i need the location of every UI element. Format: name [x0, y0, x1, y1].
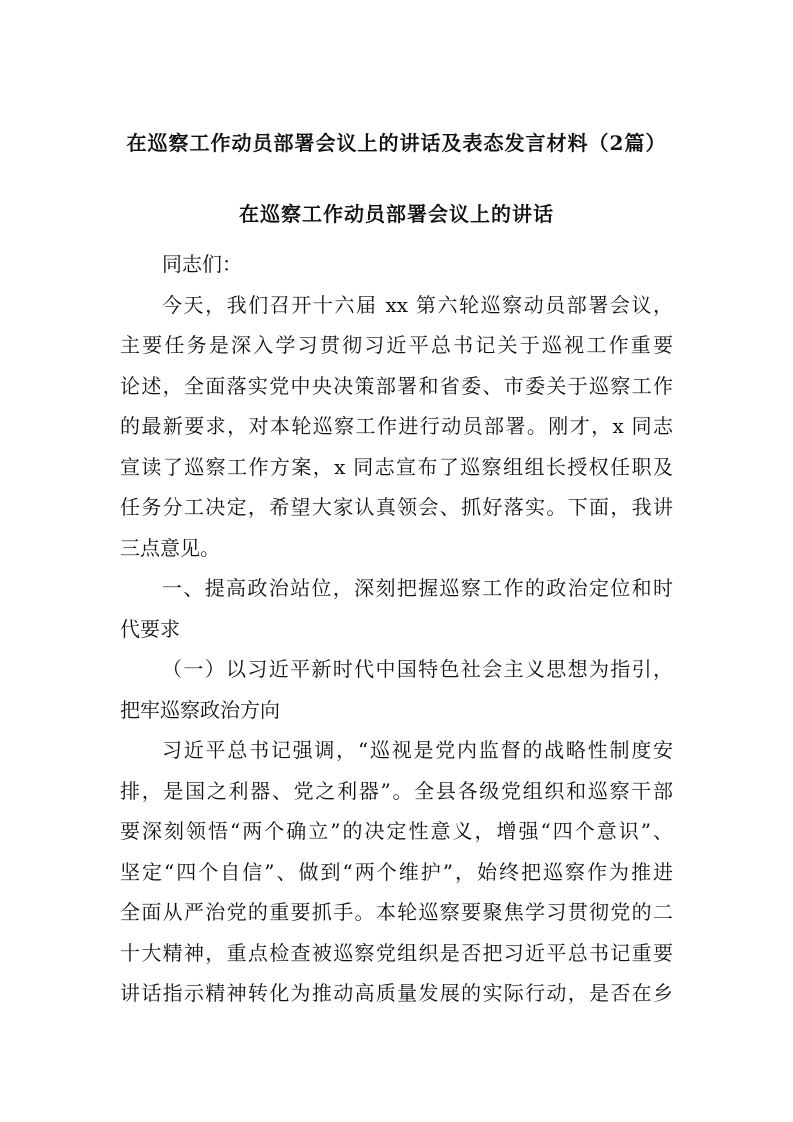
document-title: 在巡察工作动员部署会议上的讲话及表态发言材料（2篇）: [126, 131, 667, 155]
paragraph-line: 今天，我们召开十六届 xx 第六轮巡察动员部署会议，: [162, 292, 673, 317]
paragraph-line: 讲话指示精神转化为推动高质量发展的实际行动，是否在乡: [120, 981, 673, 1005]
paragraph-line: 的最新要求，对本轮巡察工作进行动员部署。刚才，x 同志: [120, 414, 673, 438]
paragraph-line: 坚定“四个自信”、做到“两个维护”，始终把巡察作为推进: [120, 859, 673, 884]
salutation-line: 同志们：: [162, 252, 242, 276]
paragraph-line: 三点意见。: [120, 535, 220, 560]
paragraph-line: 论述，全面落实党中央决策部署和省委、市委关于巡察工作: [120, 373, 673, 398]
paragraph-line: 排，是国之利器、党之利器”。全县各级党组织和巡察干部: [120, 778, 673, 803]
section-title: 在巡察工作动员部署会议上的讲话: [239, 202, 554, 226]
body-text: [120, 244, 673, 1014]
subheading-line: （一）以习近平新时代中国特色社会主义思想为指引，: [162, 657, 673, 681]
paragraph-line: 任务分工决定，希望大家认真领会、抓好落实。下面，我讲: [120, 495, 673, 519]
paragraph-line: 全面从严治党的重要抓手。本轮巡察要聚焦学习贯彻党的二: [120, 900, 673, 924]
paragraph-line: 主要任务是深入学习贯彻习近平总书记关于巡视工作重要: [120, 333, 673, 357]
subheading-line: 把牢巡察政治方向: [120, 697, 280, 722]
paragraph-line: 要深刻领悟“两个确立”的决定性意义，增强“四个意识”、: [120, 819, 673, 843]
paragraph-line: 习近平总书记强调，“巡视是党内监督的战略性制度安: [162, 738, 673, 762]
heading-line: 一、提高政治站位，深刻把握巡察工作的政治定位和时: [162, 576, 673, 600]
paragraph-line: 十大精神，重点检查被巡察党组织是否把习近平总书记重要: [120, 940, 673, 965]
paragraph-line: 宣读了巡察工作方案，x 同志宣布了巡察组组长授权任职及: [120, 454, 673, 479]
heading-line: 代要求: [120, 616, 180, 641]
